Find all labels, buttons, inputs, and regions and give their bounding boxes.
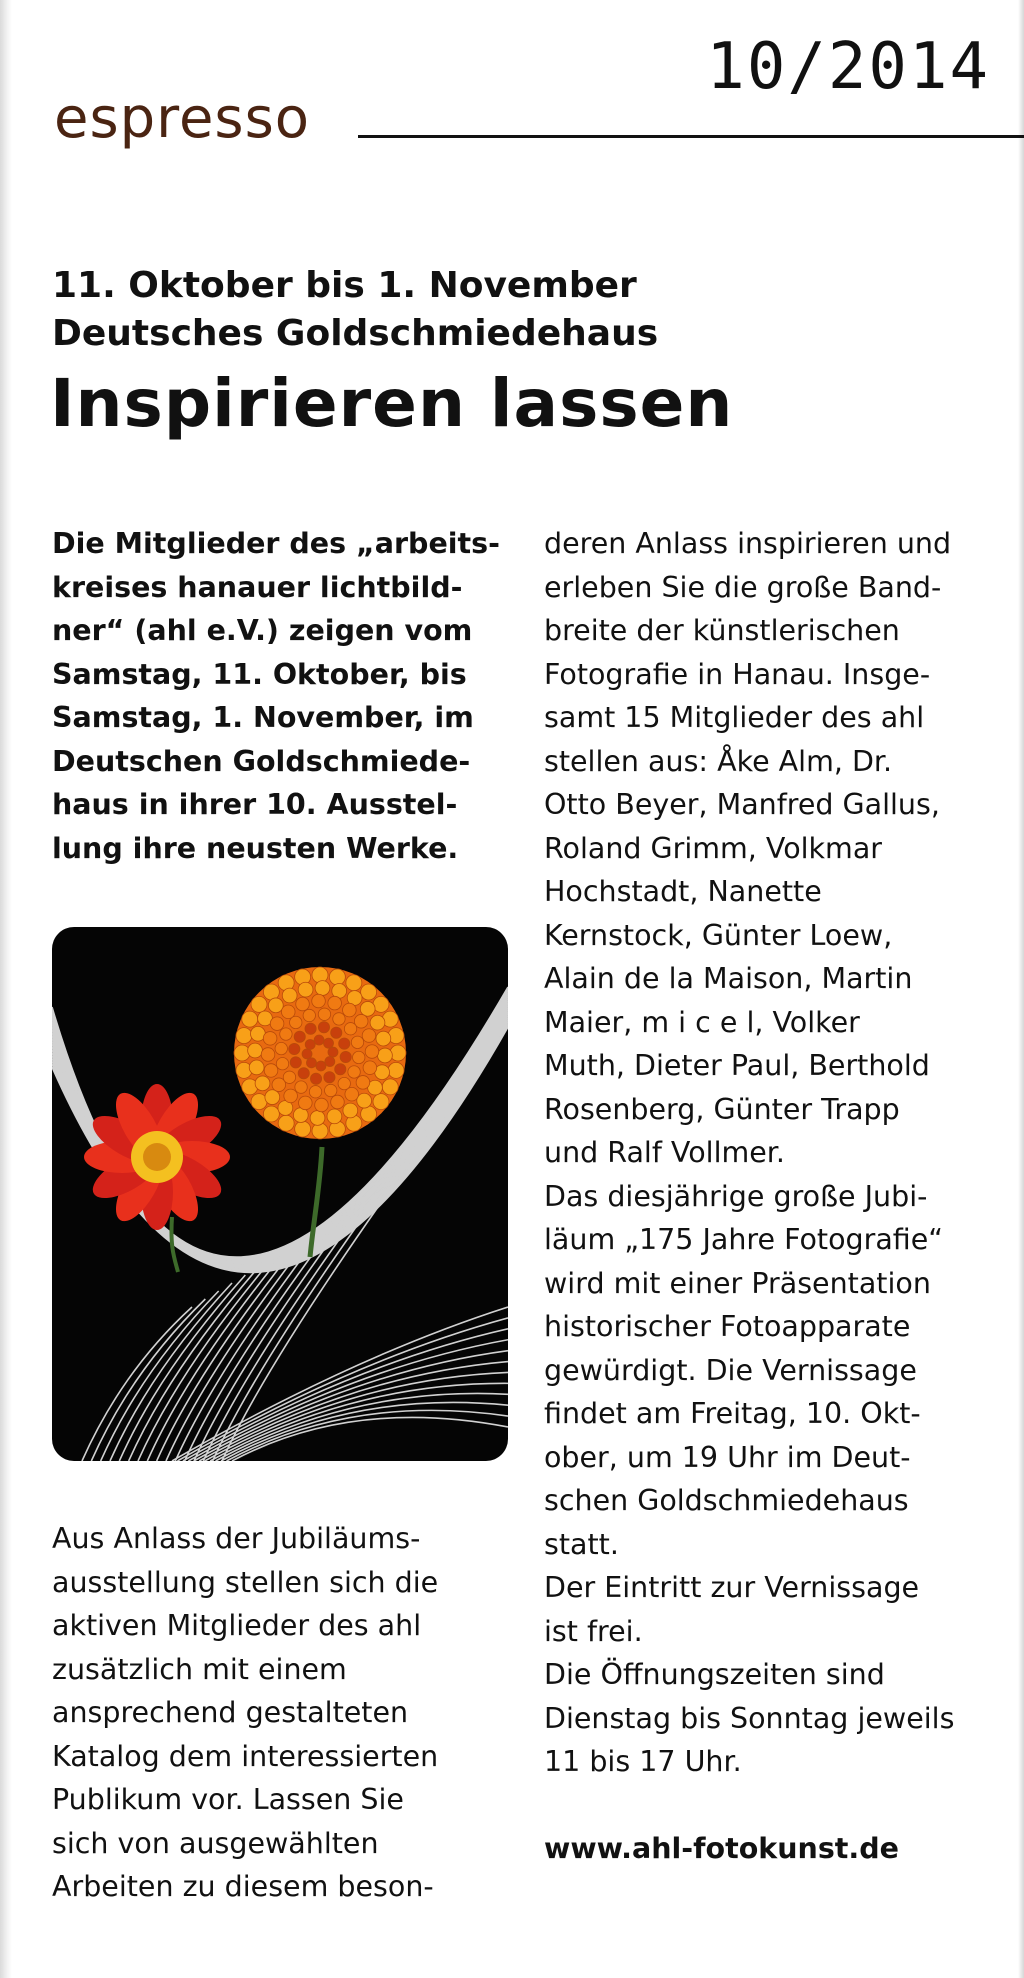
text-line: statt.	[544, 1527, 619, 1561]
text-line: 11 bis 17 Uhr.	[544, 1745, 742, 1778]
website-link[interactable]: www.ahl-fotokunst.de	[544, 1832, 899, 1865]
article-photo	[52, 927, 508, 1461]
text-line: ist frei.	[544, 1614, 643, 1648]
text-line: ober, um 19 Uhr im Deut-	[544, 1440, 911, 1474]
header-rule	[358, 135, 1024, 138]
text-line: Der Eintritt zur Vernissage	[544, 1571, 920, 1604]
text-line: deren Anlass inspirieren und	[544, 527, 952, 560]
text-line: samt 15 Mitglieder des ahl	[544, 701, 925, 734]
text-line: Kernstock, Günter Loew,	[544, 918, 893, 952]
text-line: ansprechend gestalteten	[52, 1696, 409, 1729]
red-dahlia	[84, 1084, 230, 1272]
event-venue: Deutsches Goldschmiedehaus	[52, 313, 659, 354]
text-line: findet am Freitag, 10. Okt-	[544, 1397, 921, 1430]
text-line: aktiven Mitglieder des ahl	[52, 1609, 422, 1642]
text-line: ner“ (ahl e.V.) zeigen vom	[52, 614, 473, 647]
text-line: stellen aus: Åke Alm, Dr.	[544, 744, 893, 778]
text-line: Die Mitglieder des „arbeits-	[52, 527, 500, 560]
text-line: gewürdigt. Die Vernissage	[544, 1353, 917, 1387]
text-line: Publikum vor. Lassen Sie	[52, 1783, 404, 1816]
article-body-left	[52, 1517, 522, 1909]
text-line: Samstag, 1. November, im	[52, 701, 474, 734]
text-line: Aus Anlass der Jubiläums-	[52, 1522, 421, 1555]
text-line: breite der künstlerischen	[544, 614, 900, 647]
text-line: und Ralf Vollmer.	[544, 1136, 785, 1169]
text-line: Alain de la Maison, Martin	[544, 962, 913, 995]
text-line: kreises hanauer lichtbild-	[52, 570, 463, 604]
event-date: 11. Oktober bis 1. November	[52, 265, 637, 306]
text-line: sich von ausgewählten	[52, 1826, 379, 1860]
text-line: läum „175 Jahre Fotografie“	[544, 1223, 944, 1256]
text-line: Fotografie in Hanau. Insge-	[544, 657, 931, 691]
text-line: Die Öffnungszeiten sind	[544, 1658, 885, 1691]
article-headline	[52, 262, 992, 446]
text-line: Katalog dem interessierten	[52, 1739, 439, 1773]
text-line: ausstellung stellen sich die	[52, 1565, 439, 1599]
text-line: erleben Sie die große Band-	[544, 570, 942, 604]
text-line: zusätzlich mit einem	[52, 1652, 347, 1686]
orange-dahlia	[234, 967, 406, 1257]
text-line: lung ihre neusten Werke.	[52, 831, 459, 865]
text-line: haus in ihrer 10. Ausstel-	[52, 788, 458, 821]
text-line: historischer Fotoapparate	[544, 1310, 911, 1343]
text-line: wird mit einer Präsentation	[544, 1266, 931, 1300]
text-line: Roland Grimm, Volkmar	[544, 831, 883, 865]
text-line: Rosenberg, Günter Trapp	[544, 1092, 900, 1126]
magazine-logo: espresso	[54, 86, 311, 151]
text-line: Otto Beyer, Manfred Gallus,	[544, 788, 940, 821]
text-line: Arbeiten zu diesem beson-	[52, 1870, 434, 1903]
text-line: Dienstag bis Sonntag jeweils	[544, 1701, 955, 1735]
issue-number: 10/2014	[706, 30, 990, 104]
text-line: Muth, Dieter Paul, Berthold	[544, 1049, 930, 1082]
text-line: schen Goldschmiedehaus	[544, 1484, 909, 1517]
article-body-right	[544, 522, 1014, 1871]
text-line: Maier, m i c e l, Volker	[544, 1005, 860, 1039]
text-line: Samstag, 11. Oktober, bis	[52, 657, 467, 691]
article-intro	[52, 522, 522, 870]
photo-artwork	[52, 927, 508, 1461]
text-line: Deutschen Goldschmiede-	[52, 744, 471, 778]
article-title: Inspirieren lassen	[50, 365, 734, 442]
text-line: Hochstadt, Nanette	[544, 875, 822, 908]
text-line: Das diesjährige große Jubi-	[544, 1179, 928, 1213]
page-edge-shadow-right	[1018, 0, 1024, 1978]
page-edge-shadow	[0, 0, 12, 1978]
